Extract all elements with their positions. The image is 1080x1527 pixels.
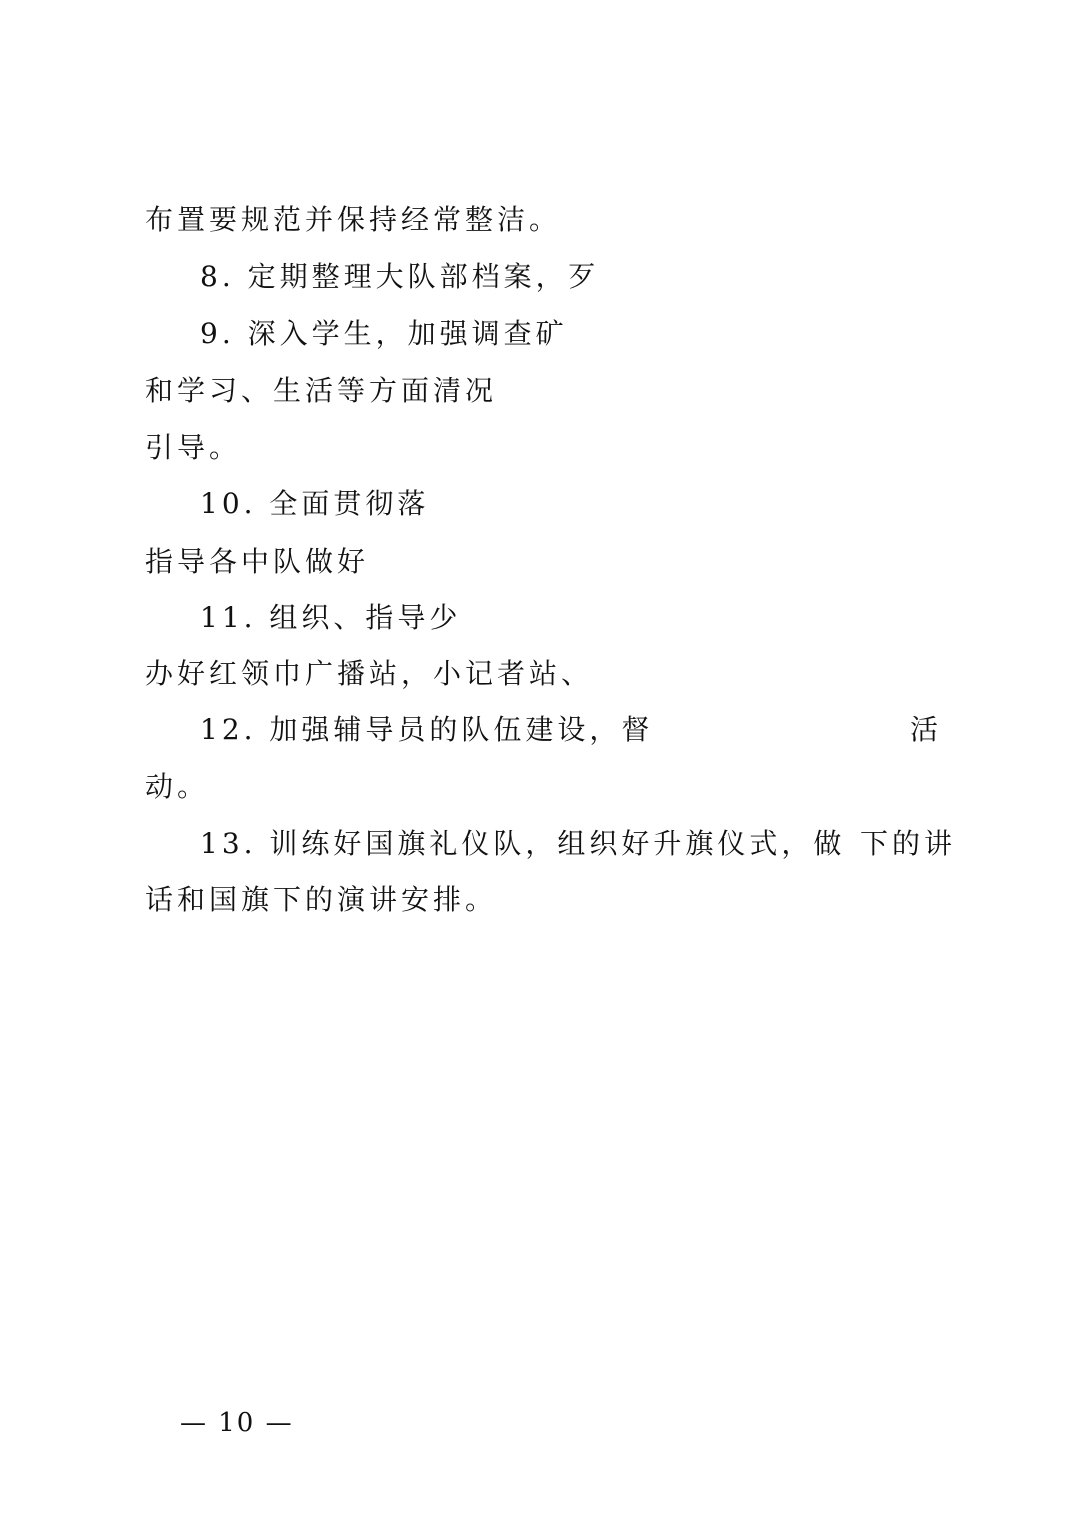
- text-line-10: 12. 加强辅导员的队伍建设，督: [200, 713, 654, 746]
- page-number: — 10 —: [180, 1408, 294, 1438]
- text-line-2: 8. 定期整理大队部档案，歹: [200, 260, 600, 293]
- text-line-4: 和学习、生活等方面清况: [145, 374, 498, 407]
- text-line-13: 话和国旗下的演讲安排。: [145, 883, 498, 916]
- text-line-12: 13. 训练好国旗礼仪队，组织好升旗仪式，做: [200, 827, 846, 860]
- text-line-8: 11. 组织、指导少: [200, 601, 462, 634]
- text-line-6: 10. 全面贯彻落: [200, 487, 430, 520]
- text-line-9: 办好红领巾广播站，小记者站、: [145, 657, 594, 690]
- text-line-3: 9. 深入学生，加强调查矿: [200, 317, 568, 350]
- text-line-11: 动。: [145, 770, 210, 803]
- text-line-1: 布置要规范并保持经常整洁。: [145, 203, 562, 236]
- text-line-10-tail: 活: [910, 713, 943, 746]
- text-line-12-tail: 下的讲: [860, 827, 957, 860]
- text-line-5: 引导。: [145, 431, 242, 464]
- text-line-7: 指导各中队做好: [145, 545, 370, 578]
